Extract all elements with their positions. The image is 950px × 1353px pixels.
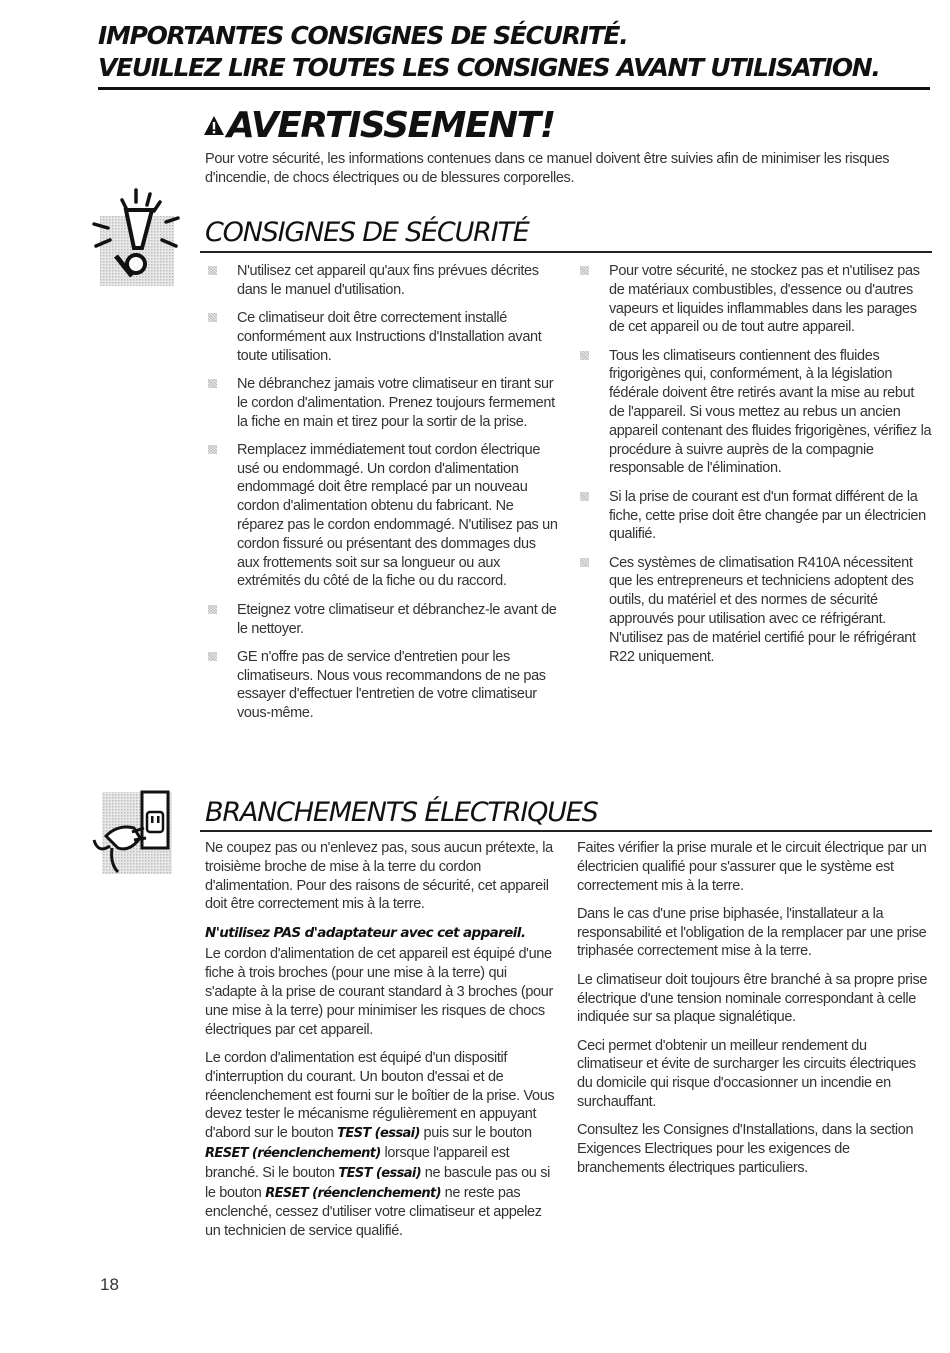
page-number: 18 (100, 1275, 119, 1294)
header-line-2: VEUILLEZ LIRE TOUTES LES CONSIGNES AVANT UTILISATION. (98, 53, 880, 82)
bullet-icon (208, 379, 217, 388)
reset-term: RESET (réenclenchement) (205, 1145, 381, 1161)
warning-triangle-icon (203, 115, 225, 137)
list-item: Eteignez votre climatiseur et débranchez-le avant de le nettoyer. (205, 601, 560, 639)
electrical-plug-icon (88, 788, 180, 880)
reset-term: RESET (réenclenchement) (265, 1185, 441, 1201)
bullet-icon (208, 313, 217, 322)
safety-left-list (205, 262, 560, 723)
warning-title-text: AVERTISSEMENT! (227, 105, 555, 146)
paragraph: Dans le cas d'une prise biphasée, l'installateur a la responsabilité et l'obligation de la remplacer par une prise triphasée correctement mise à la terre. (577, 905, 927, 960)
list-item: Ces systèmes de climatisation R410A nécessitent que les entrepreneurs et techniciens adoptent des outils, du matériel et des normes de sécurité approuvés pour utilisation avec ce réfrigérant. N'utilisez pas de matériel certifié pour le réfrigérant R22 uniquement. (577, 554, 933, 667)
warning-text: Pour votre sécurité, les informations contenues dans ce manuel doivent être suivies afin de minimiser les risques d'incendie, de chocs électriques ou de blessures corporelles. (205, 151, 890, 186)
bullet-icon (580, 351, 589, 360)
list-item: Ce climatiseur doit être correctement installé conformément aux Instructions d'Installation avant toute utilisation. (205, 309, 560, 365)
list-item: GE n'offre pas de service d'entretien pour les climatiseurs. Nous vous recommandons de ne pas essayer d'effectuer l'entretien de votre climatiseur vous-même. (205, 648, 560, 723)
electrical-section-title: BRANCHEMENTS ÉLECTRIQUES (205, 797, 598, 828)
paragraph: Le cordon d'alimentation de cet appareil est équipé d'une fiche à trois broches (pour une mise à la terre) qui s'adapte à la prise de courant standard à 3 broches (pour une mise à la terre) pour minimiser les risques de chocs électriques par cet appareil. (205, 946, 553, 1038)
list-item: Ne débranchez jamais votre climatiseur en tirant sur le cordon d'alimentation. Prenez toujours fermement la fiche en main et tirez pour la sortir de la prise. (205, 375, 560, 431)
paragraph: Le cordon d'alimentation est équipé d'un dispositif d'interruption du courant. Un bouton d'essai et de réenclenchement est fourni sur le boîtier de la prise. Vous devez tester le mécanisme régulièrement en appuyant d'abord sur le bouton TEST (essai) puis sur le bouton RESET (réenclenchement) lorsque l'appareil est branché. Si le bouton TEST (essai) ne bascule pas ou si le bouton RESET (réenclenchement) ne reste pas enclenché, cessez d'utiliser votre climatiseur et appelez un technicien de service qualifié. (205, 1049, 555, 1240)
paragraph: Ne coupez pas ou n'enlevez pas, sous aucun prétexte, la troisième broche de mise à la terre du cordon d'alimentation. Pour des raisons de sécurité, cet appareil doit être correctement mis à la terre. (205, 840, 553, 913)
safety-right-list (577, 262, 933, 666)
list-item: Pour votre sécurité, ne stockez pas et n'utilisez pas de matériaux combustibles, d'essence ou d'autres vapeurs et liquides inflammables dans les parages de cet appareil ou de tout autre appareil. (577, 262, 933, 337)
bullet-icon (580, 266, 589, 275)
bullet-icon (208, 652, 217, 661)
electrical-right-column (577, 839, 932, 1187)
paragraph: Consultez les Consignes d'Installations, dans la section Exigences Electriques pour les exigences de branchements électriques particuliers. (577, 1122, 914, 1176)
safety-right-column (577, 262, 933, 676)
bullet-icon (208, 445, 217, 454)
test-term: TEST (essai) (338, 1165, 422, 1181)
list-item: Remplacez immédiatement tout cordon électrique usé ou endommagé. Un cordon d'alimentation endommagé doit être remplacé par un nouveau cordon d'alimentation obtenu du fabricant. Ne réparez pas le cordon endommagé. N'utilisez pas un cordon fissuré ou présentant des dommages dus aux frottements soit sur sa longueur ou aux extrémités du côté de la fiche ou du raccord. (205, 441, 560, 591)
bullet-icon (580, 558, 589, 567)
test-term: TEST (essai) (337, 1126, 420, 1142)
safety-section-rule (200, 251, 932, 253)
bullet-icon (208, 605, 217, 614)
warning-title (203, 103, 555, 149)
adapter-warning: N'utilisez PAS d'adaptateur avec cet appareil. (205, 924, 526, 941)
exclamation-warning-icon (88, 186, 184, 286)
electrical-left-column (205, 839, 557, 1250)
header-rule (98, 87, 930, 90)
paragraph: Ceci permet d'obtenir un meilleur rendement du climatiseur et évite de surcharger les circuits électriques du domicile qui risque d'occasionner un incendie en surchauffant. (577, 1037, 916, 1111)
safety-left-column (205, 262, 560, 733)
electrical-section-rule (200, 830, 932, 832)
paragraph: Faites vérifier la prise murale et le circuit électrique par un électricien qualifié pour s'assurer que le système est correctement mis à la terre. (577, 840, 927, 894)
bullet-icon (580, 492, 589, 501)
bullet-icon (208, 266, 217, 275)
safety-section-title: CONSIGNES DE SÉCURITÉ (205, 217, 529, 248)
list-item: N'utilisez cet appareil qu'aux fins prévues décrites dans le manuel d'utilisation. (205, 262, 560, 300)
list-item: Tous les climatiseurs contiennent des fluides frigorigènes qui, conformément, à la législation fédérale doivent être retirés avant la mise au rebut de l'appareil. Si vous mettez au rebus un ancien appareil contenant des fluides frigorigènes, vérifiez la procédure à suivre auprès de la compagnie responsable de l'élimination. (577, 347, 933, 479)
paragraph: Le climatiseur doit toujours être branché à sa propre prise électrique d'une tension nominale correspondant à celle indiquée sur sa plaque signalétique. (577, 971, 928, 1026)
page-header (98, 20, 930, 84)
list-item: Si la prise de courant est d'un format différent de la fiche, cette prise doit être changée par un électricien qualifié. (577, 488, 933, 544)
header-line-1: IMPORTANTES CONSIGNES DE SÉCURITÉ. (98, 21, 628, 50)
